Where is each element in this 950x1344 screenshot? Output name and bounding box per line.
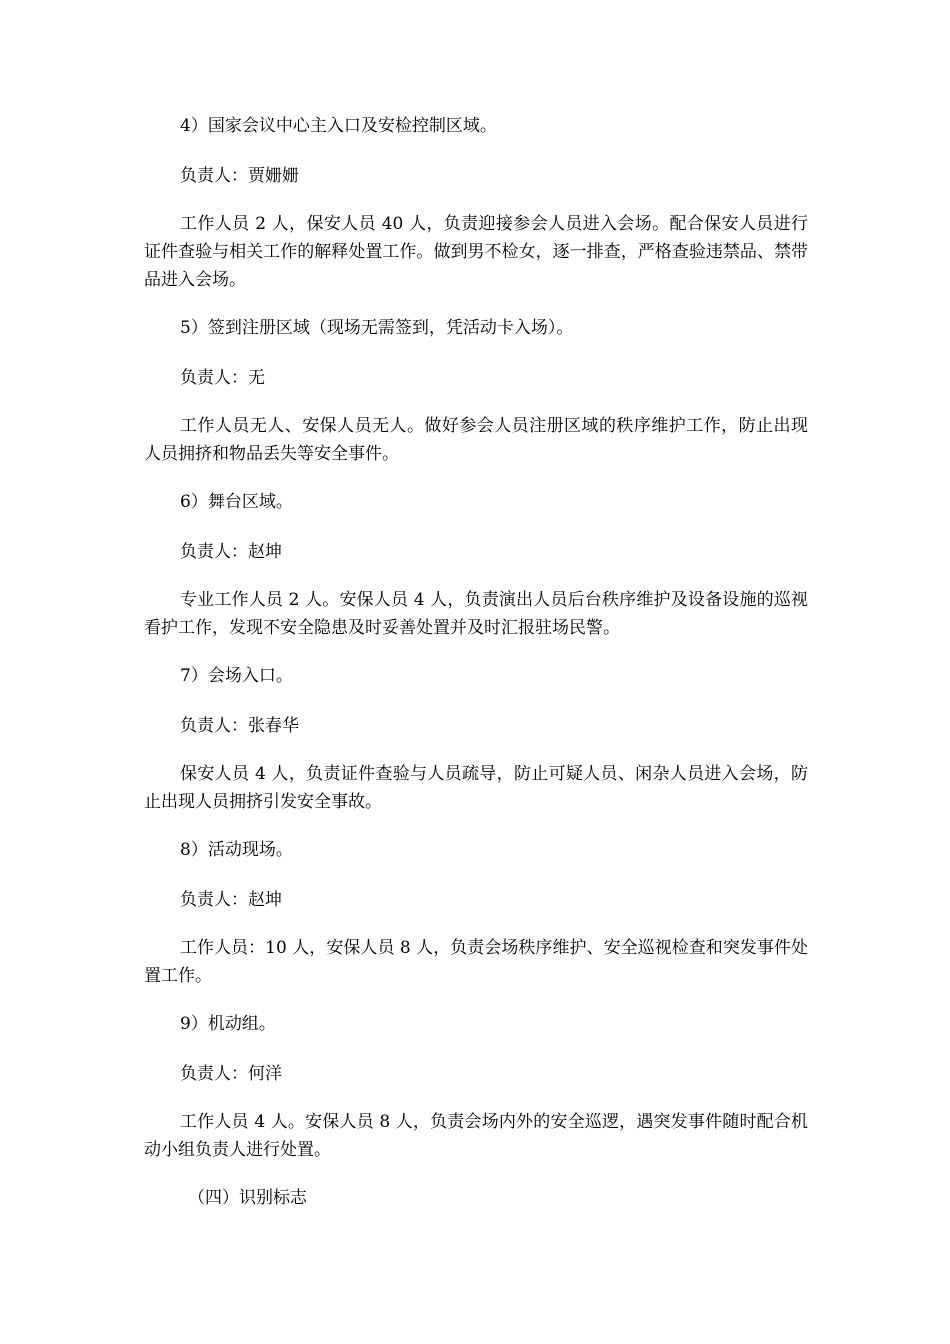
section-heading-venue-entrance: 7）会场入口。 (180, 666, 293, 686)
section-heading-stage: 6）舞台区域。 (180, 492, 293, 512)
section-body-venue-entrance: 保安人员 4 人，负责证件查验与人员疏导，防止可疑人员、闲杂人员进入会场，防止出现人员拥挤引发安全事故。 (144, 764, 808, 812)
section-body-registration: 工作人员无人、安保人员无人。做好参会人员注册区域的秩序维护工作，防止出现人员拥挤和物品丢失等安全事件。 (144, 416, 808, 464)
section-body-stage: 专业工作人员 2 人。安保人员 4 人，负责演出人员后台秩序维护及设备设施的巡视看护工作，发现不安全隐患及时妥善处置并及时汇报驻场民警。 (144, 590, 808, 638)
person-in-charge-event-site: 负责人：赵坤 (180, 890, 282, 910)
person-in-charge-registration: 负责人：无 (180, 368, 265, 388)
person-in-charge-venue-entrance: 负责人：张春华 (180, 716, 299, 736)
section-body-event-site: 工作人员：10 人，安保人员 8 人，负责会场秩序维护、安全巡视检查和突发事件处置工作。 (144, 938, 808, 986)
section-body-mobile-team: 工作人员 4 人。安保人员 8 人，负责会场内外的安全巡逻，遇突发事件随时配合机动小组负责人进行处置。 (144, 1112, 808, 1160)
section-heading-mobile-team: 9）机动组。 (180, 1014, 276, 1034)
person-in-charge-mobile-team: 负责人：何洋 (180, 1064, 282, 1084)
section-heading-event-site: 8）活动现场。 (180, 840, 293, 860)
person-in-charge-main-entrance: 负责人：贾姗姗 (180, 166, 299, 186)
section-body-main-entrance: 工作人员 2 人，保安人员 40 人，负责迎接参会人员进入会场。配合保安人员进行证件查验与相关工作的解释处置工作。做到男不检女，逐一排查，严格查验违禁品、禁带品进入会场。 (144, 214, 808, 290)
section-heading-identification: （四）识别标志 (188, 1188, 307, 1208)
section-heading-registration: 5）签到注册区域（现场无需签到，凭活动卡入场）。 (180, 318, 574, 338)
section-heading-main-entrance: 4）国家会议中心主入口及安检控制区域。 (180, 116, 497, 136)
person-in-charge-stage: 负责人：赵坤 (180, 542, 282, 562)
